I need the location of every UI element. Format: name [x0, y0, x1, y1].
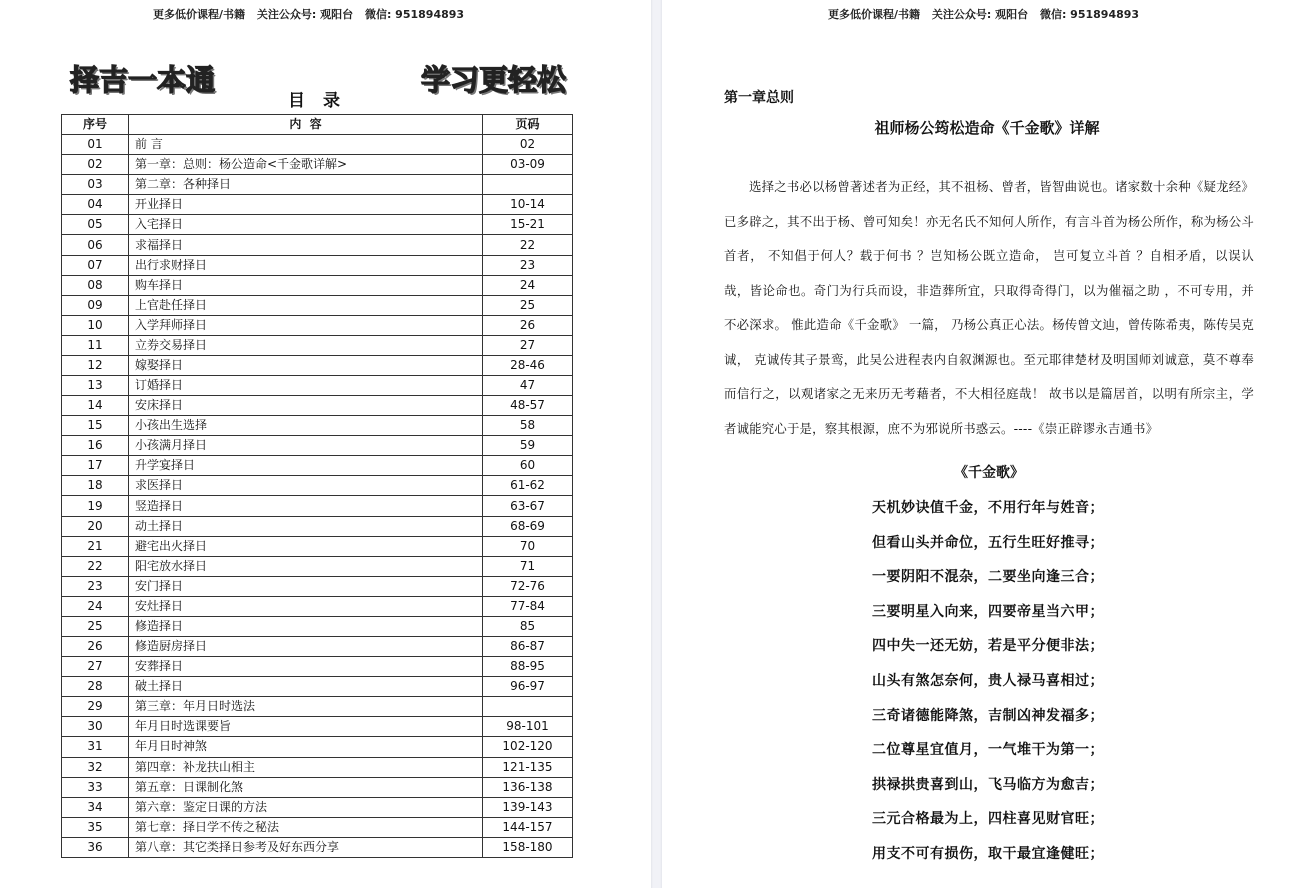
toc-row: [62, 335, 573, 355]
toc-row: [62, 797, 573, 817]
toc-row: [62, 637, 573, 657]
toc-row-number: 08: [62, 275, 129, 295]
table-of-contents: [61, 114, 573, 858]
toc-row-title: 第五章：日课制化煞: [129, 777, 483, 797]
toc-row-number: 22: [62, 556, 129, 576]
toc-row-page: 10-14: [483, 195, 573, 215]
toc-row-page: 96-97: [483, 677, 573, 697]
toc-row-title: 第三章：年月日时选法: [129, 697, 483, 717]
toc-row-title: 修造厨房择日: [129, 637, 483, 657]
toc-row-page: 88-95: [483, 657, 573, 677]
toc-row: [62, 837, 573, 857]
toc-row-title: 动土择日: [129, 516, 483, 536]
toc-row-number: 31: [62, 737, 129, 757]
toc-row: [62, 416, 573, 436]
toc-row-number: 15: [62, 416, 129, 436]
poem-line: 一要阴阳不混杂，二要坐向逢三合；: [872, 569, 1104, 586]
watermark-wechat: 微信: 951894893: [1039, 8, 1140, 21]
toc-row-number: 33: [62, 777, 129, 797]
toc-row-page: 28-46: [483, 355, 573, 375]
toc-row-title: 竖造择日: [129, 496, 483, 516]
poem-line: 拱禄拱贵喜到山，飞马临方为愈吉；: [872, 776, 1104, 793]
toc-row: [62, 737, 573, 757]
toc-row-number: 11: [62, 335, 129, 355]
toc-row: [62, 275, 573, 295]
toc-row-number: 20: [62, 516, 129, 536]
toc-header-row: [62, 115, 573, 135]
toc-row-number: 19: [62, 496, 129, 516]
toc-row-number: 24: [62, 596, 129, 616]
poem-line: 但看山头并命位，五行生旺好推寻；: [872, 534, 1104, 551]
toc-row-title: 第二章：各种择日: [129, 175, 483, 195]
toc-row-title: 上官赴任择日: [129, 295, 483, 315]
watermark-account: 关注公众号: 观阳台: [256, 8, 354, 21]
toc-row-page: 102-120: [483, 737, 573, 757]
toc-row: [62, 516, 573, 536]
toc-row-number: 13: [62, 376, 129, 396]
watermark-promo: 更多低价课程/书籍: [153, 8, 246, 21]
toc-row-title: 开业择日: [129, 195, 483, 215]
poem-line: 三要明星入向来，四要帝星当六甲；: [872, 603, 1104, 620]
chapter-label: 第一章总则: [724, 90, 794, 106]
toc-row-title: 第一章：总则：杨公造命<千金歌详解>: [129, 155, 483, 175]
toc-row: [62, 496, 573, 516]
toc-row: [62, 476, 573, 496]
toc-row-title: 安葬择日: [129, 657, 483, 677]
toc-row-number: 30: [62, 717, 129, 737]
toc-row-page: 72-76: [483, 576, 573, 596]
toc-row: [62, 697, 573, 717]
toc-row-title: 破土择日: [129, 677, 483, 697]
toc-row-number: 05: [62, 215, 129, 235]
toc-row-number: 12: [62, 355, 129, 375]
toc-row-page: 15-21: [483, 215, 573, 235]
toc-row-title: 出行求财择日: [129, 255, 483, 275]
toc-row-page: 27: [483, 335, 573, 355]
toc-row-title: 前 言: [129, 135, 483, 155]
toc-row-title: 第四章：补龙扶山相主: [129, 757, 483, 777]
toc-row-page: 48-57: [483, 396, 573, 416]
toc-row-number: 02: [62, 155, 129, 175]
toc-row: [62, 576, 573, 596]
toc-row-page: 59: [483, 436, 573, 456]
toc-heading: 目 录: [288, 91, 346, 111]
toc-row-number: 17: [62, 456, 129, 476]
watermark-wechat: 微信: 951894893: [364, 8, 465, 21]
toc-row-title: 嫁娶择日: [129, 355, 483, 375]
toc-row-number: 34: [62, 797, 129, 817]
toc-row-page: 158-180: [483, 837, 573, 857]
toc-row-number: 06: [62, 235, 129, 255]
toc-row-page: 71: [483, 556, 573, 576]
toc-row-page: 136-138: [483, 777, 573, 797]
toc-row: [62, 315, 573, 335]
toc-row-page: 23: [483, 255, 573, 275]
toc-row: [62, 757, 573, 777]
watermark-promo: 更多低价课程/书籍: [828, 8, 921, 21]
toc-row-page: 68-69: [483, 516, 573, 536]
toc-row-page: 26: [483, 315, 573, 335]
toc-row-number: 18: [62, 476, 129, 496]
toc-row-number: 10: [62, 315, 129, 335]
toc-row-page: 60: [483, 456, 573, 476]
toc-row-page: 98-101: [483, 717, 573, 737]
toc-row-number: 01: [62, 135, 129, 155]
toc-row: [62, 235, 573, 255]
toc-row-page: 25: [483, 295, 573, 315]
toc-row: [62, 135, 573, 155]
toc-row-page: 24: [483, 275, 573, 295]
toc-row-page: 70: [483, 536, 573, 556]
toc-row-title: 升学宴择日: [129, 456, 483, 476]
toc-row-title: 第六章：鉴定日课的方法: [129, 797, 483, 817]
poem-line: 天机妙诀值千金，不用行年与姓音；: [872, 500, 1104, 516]
toc-row-title: 小孩满月择日: [129, 436, 483, 456]
toc-row: [62, 817, 573, 837]
column-header-number: 序号: [62, 115, 129, 135]
toc-row-title: 第七章：择日学不传之秘法: [129, 817, 483, 837]
toc-row-number: 23: [62, 576, 129, 596]
toc-row-page: 61-62: [483, 476, 573, 496]
toc-row-number: 28: [62, 677, 129, 697]
toc-row-title: 入宅择日: [129, 215, 483, 235]
toc-row-number: 29: [62, 697, 129, 717]
toc-row-page: 47: [483, 376, 573, 396]
toc-row-number: 35: [62, 817, 129, 837]
toc-row-title: 求医择日: [129, 476, 483, 496]
toc-row: [62, 155, 573, 175]
toc-row-title: 修造择日: [129, 616, 483, 636]
toc-row: [62, 436, 573, 456]
toc-row-page: 85: [483, 616, 573, 636]
toc-row: [62, 717, 573, 737]
column-header-page: 页码: [483, 115, 573, 135]
toc-row: [62, 596, 573, 616]
toc-row-title: 购车择日: [129, 275, 483, 295]
toc-row-page: 77-84: [483, 596, 573, 616]
toc-row-page: [483, 175, 573, 195]
toc-row-title: 求福择日: [129, 235, 483, 255]
book-title-logo: 择吉一本通: [70, 63, 216, 97]
toc-row-page: 144-157: [483, 817, 573, 837]
toc-row-title: 避宅出火择日: [129, 536, 483, 556]
poem-title: 《千金歌》: [954, 465, 1024, 481]
toc-row-title: 安灶择日: [129, 596, 483, 616]
toc-row: [62, 456, 573, 476]
toc-row: [62, 355, 573, 375]
toc-row-title: 小孩出生选择: [129, 416, 483, 436]
toc-row-page: [483, 697, 573, 717]
toc-row: [62, 616, 573, 636]
toc-row: [62, 215, 573, 235]
poem-line: 四中失一还无妨，若是平分便非法；: [872, 638, 1104, 655]
toc-row: [62, 536, 573, 556]
article-title: 祖师杨公筠松造命《千金歌》详解: [874, 119, 1100, 137]
toc-row-title: 安门择日: [129, 576, 483, 596]
toc-row-number: 21: [62, 536, 129, 556]
toc-row-number: 25: [62, 616, 129, 636]
page-header-watermark: [153, 6, 472, 22]
toc-row-page: 139-143: [483, 797, 573, 817]
toc-row-number: 14: [62, 396, 129, 416]
toc-row-number: 27: [62, 657, 129, 677]
toc-row: [62, 657, 573, 677]
toc-row-title: 第八章：其它类择日参考及好东西分享: [129, 837, 483, 857]
toc-row: [62, 677, 573, 697]
toc-row-title: 订婚择日: [129, 376, 483, 396]
poem-line: 三元合格最为上，四柱喜见财官旺；: [872, 811, 1104, 828]
toc-row-page: 02: [483, 135, 573, 155]
toc-row-page: 03-09: [483, 155, 573, 175]
toc-row-number: 09: [62, 295, 129, 315]
toc-row-number: 36: [62, 837, 129, 857]
toc-row-page: 86-87: [483, 637, 573, 657]
toc-row: [62, 777, 573, 797]
toc-row: [62, 556, 573, 576]
toc-row-number: 16: [62, 436, 129, 456]
page-header-watermark: [828, 6, 1147, 22]
toc-row-title: 立券交易择日: [129, 335, 483, 355]
toc-row: [62, 255, 573, 275]
poem-verses: [662, 495, 1295, 876]
toc-row-title: 入学拜师择日: [129, 315, 483, 335]
toc-row-title: 安床择日: [129, 396, 483, 416]
toc-row-title: 年月日时选课要旨: [129, 717, 483, 737]
toc-row-page: 58: [483, 416, 573, 436]
toc-row: [62, 175, 573, 195]
toc-row-title: 阳宅放水择日: [129, 556, 483, 576]
toc-row: [62, 396, 573, 416]
toc-row: [62, 195, 573, 215]
toc-row-title: 年月日时神煞: [129, 737, 483, 757]
body-paragraph: 选择之书必以杨曾著述者为正经，其不祖杨、曾者，皆智曲说也。诸家数十余种《疑龙经》已多辟之，其不出于杨、曾可知矣！亦无名氏不知何人所作，有言斗首为杨公所作，称为杨公斗首者， 不知倡于何人？载于何书 ？岂知杨公既立造命， 岂可复立斗首 ？自相矛盾，以误认哉，皆论命也。奇门为行兵而设，非造葬所宜，只取得奇得门，以为催福之助 ，不可专用，并不必深求。 惟此造命《千金歌》 一篇， 乃杨公真正心法。杨传曾文辿，曾传陈希夷，陈传吴克诚， 克诚传其子景鸾，此吴公进程表内自叙渊源也。至元耶律楚材及明国师刘诚意，莫不尊奉而信行之，以观诸家之无来历无考藉者，不大相径庭哉！ 故书以是篇居首，以明有所宗主，学者诚能究心于是，察其根源，庶不为邪说所书惑云。----《崇正辟谬永吉通书》: [724, 179, 1254, 436]
poem-line: 二位尊星宜值月，一气堆干为第一；: [872, 742, 1104, 759]
column-header-content: 内 容: [129, 115, 483, 135]
toc-row: [62, 295, 573, 315]
toc-row-number: 32: [62, 757, 129, 777]
toc-row-number: 04: [62, 195, 129, 215]
toc-row-page: 63-67: [483, 496, 573, 516]
toc-row-number: 26: [62, 637, 129, 657]
poem-line: 三奇诸德能降煞，吉制凶神发福多；: [872, 707, 1104, 724]
toc-row-page: 121-135: [483, 757, 573, 777]
toc-row-page: 22: [483, 235, 573, 255]
watermark-account: 关注公众号: 观阳台: [931, 8, 1029, 21]
toc-row-number: 07: [62, 255, 129, 275]
toc-row: [62, 376, 573, 396]
poem-line: 山头有煞怎奈何，贵人禄马喜相过；: [872, 672, 1104, 689]
book-slogan-logo: 学习更轻松: [421, 63, 567, 97]
toc-row-number: 03: [62, 175, 129, 195]
poem-line: 用支不可有损伤，取干最宜逢健旺；: [872, 845, 1104, 862]
document-page-right: [662, 0, 1295, 888]
page-divider: [651, 0, 662, 888]
